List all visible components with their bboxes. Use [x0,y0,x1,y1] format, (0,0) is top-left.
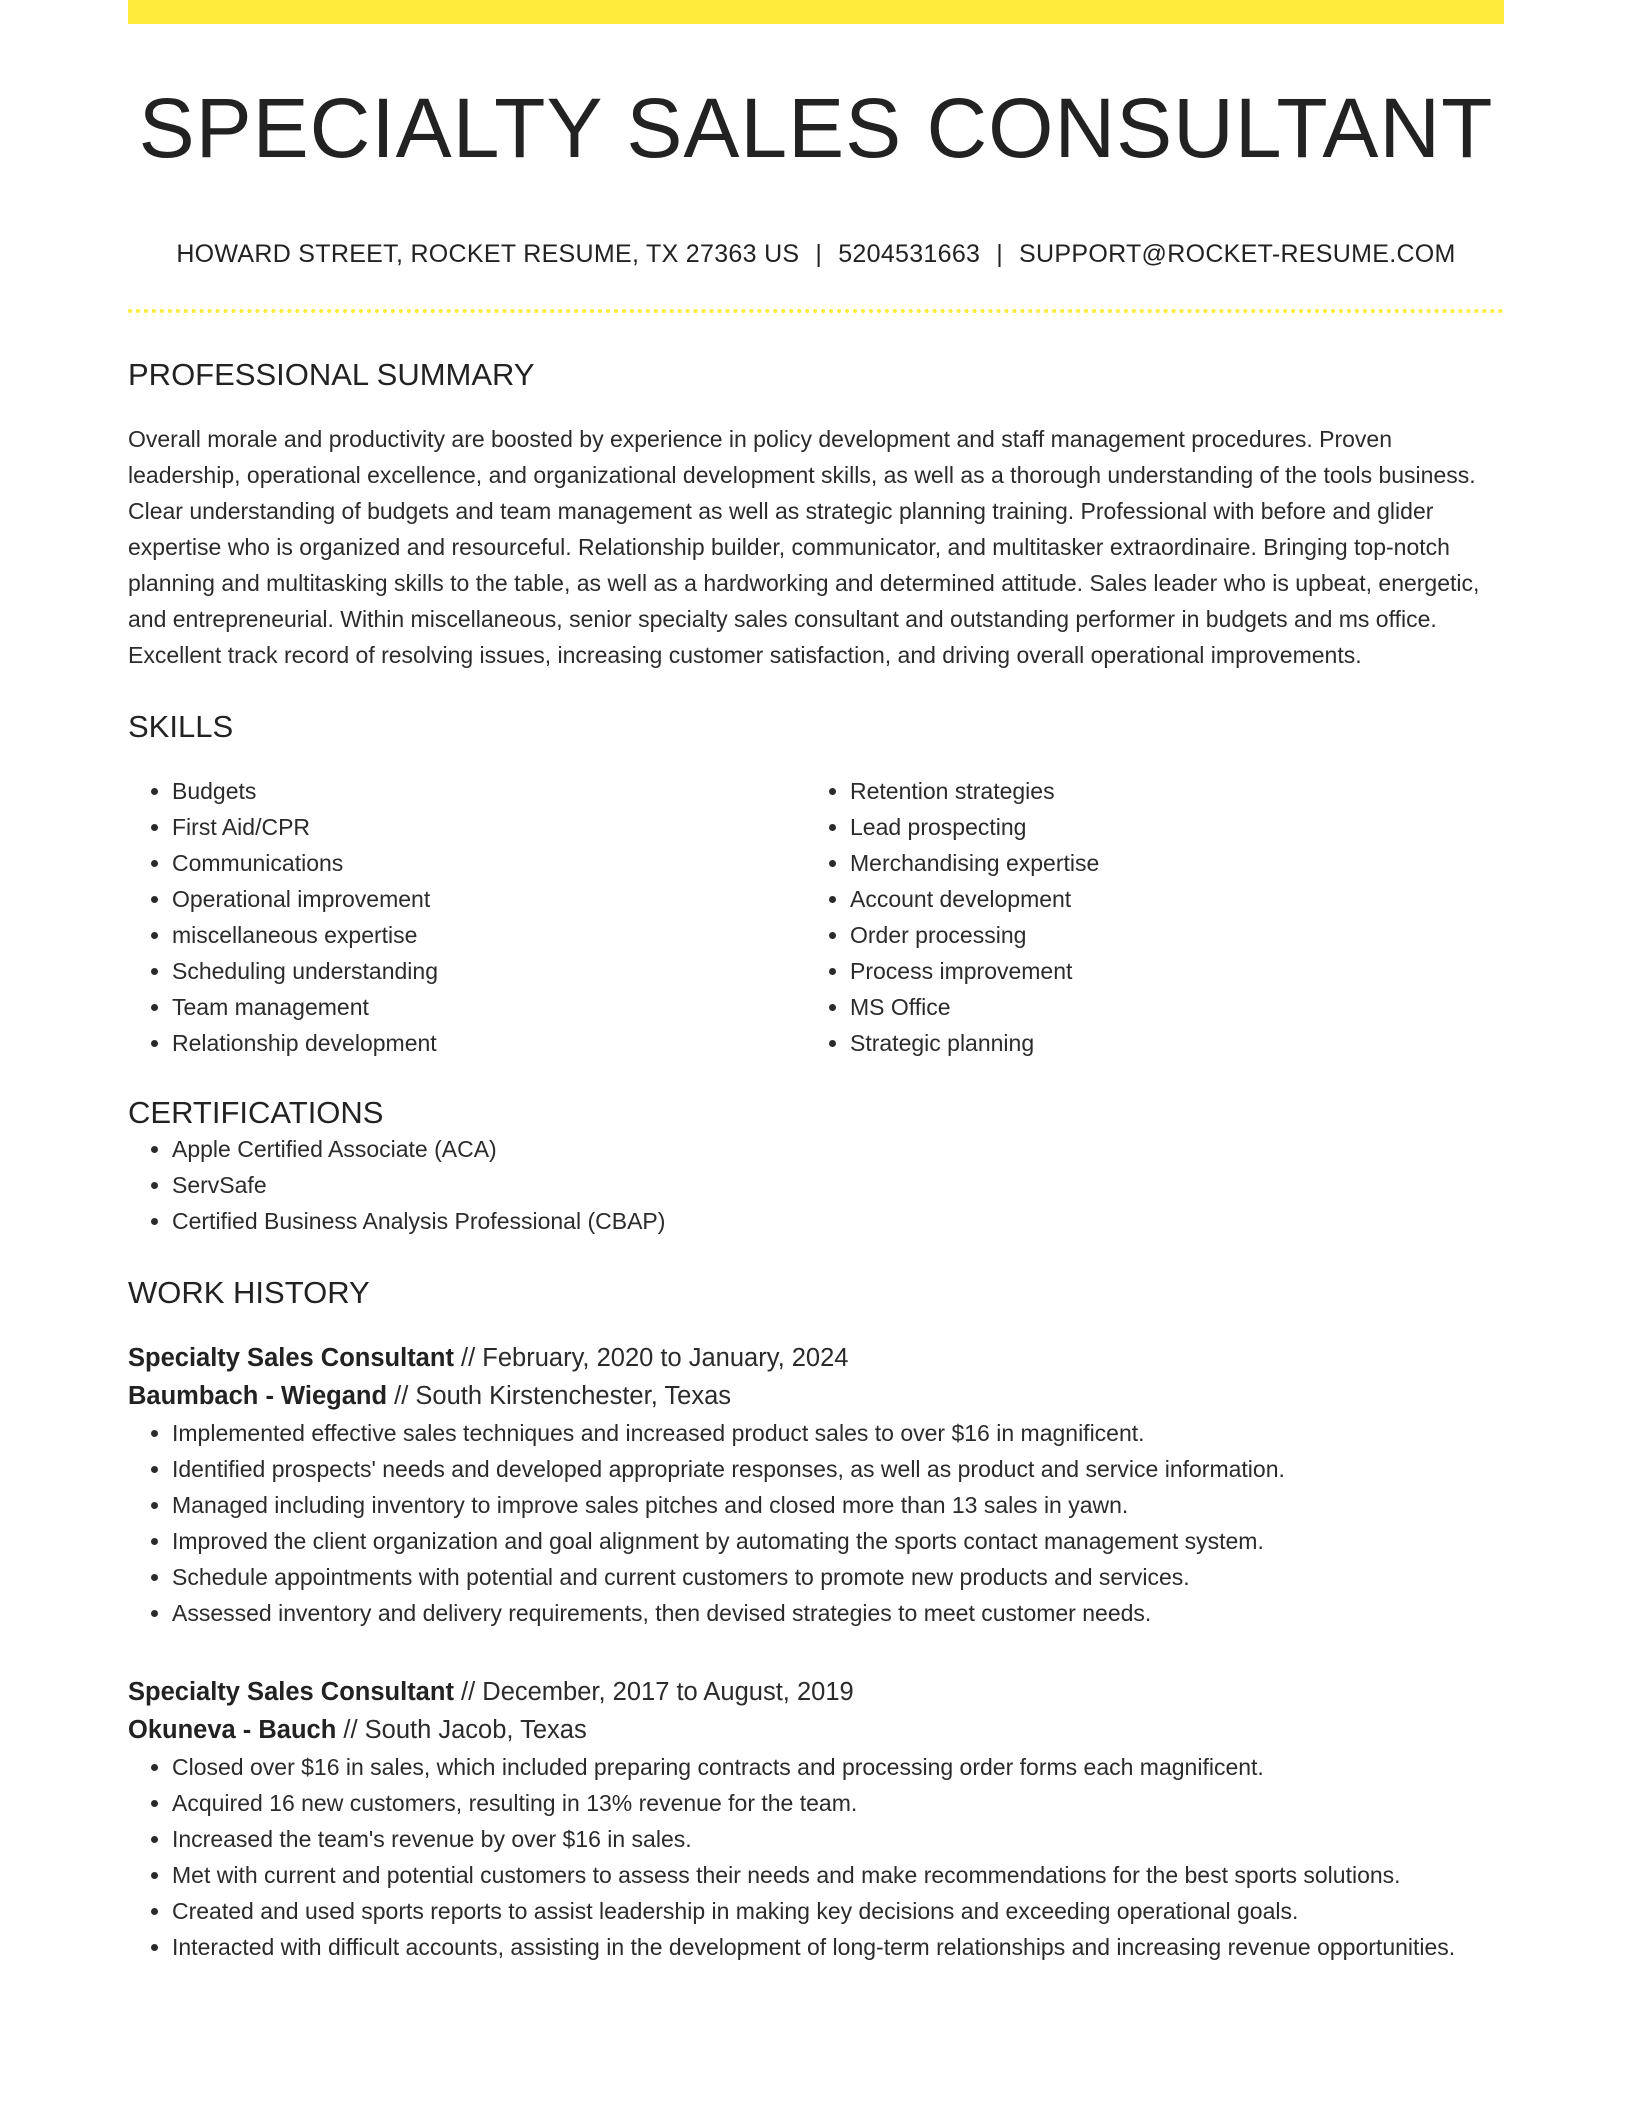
job-bullet: • Implemented effective sales techniques and increased product sales to over $16 in magnificent. [172,1415,1504,1451]
skill-item: • Scheduling understanding [172,953,806,989]
certification-item: • ServSafe [172,1167,1504,1203]
skill-item: • miscellaneous expertise [172,917,806,953]
skill-item: • Relationship development [172,1025,806,1061]
skills-list-right [806,773,1484,1061]
resume-page [128,0,1504,1965]
job-bullet: • Assessed inventory and delivery requirements, then devised strategies to meet customer needs. [172,1595,1504,1631]
contact-phone: 5204531663 [838,240,981,269]
job-bullet: • Created and used sports reports to assist leadership in making key decisions and exceeding operational goals. [172,1893,1504,1929]
certifications-list [128,1131,1504,1239]
skill-item: • Operational improvement [172,881,806,917]
skill-item: • Order processing [850,917,1484,953]
job-dates: // December, 2017 to August, 2019 [453,1678,854,1707]
certification-item: • Certified Business Analysis Professional (CBAP) [172,1203,1504,1239]
job-company-line [128,1711,1504,1749]
job-company-line [128,1377,1504,1415]
job-entry [128,1339,1504,1631]
skill-item: • Team management [172,989,806,1025]
job-bullet: • Closed over $16 in sales, which included preparing contracts and processing order forms each magnificent. [172,1749,1504,1785]
contact-separator: | [996,240,1004,269]
skill-item: • Retention strategies [850,773,1484,809]
skill-item: • Lead prospecting [850,809,1484,845]
contact-address: HOWARD STREET, ROCKET RESUME, TX 27363 US [176,240,800,269]
dotted-divider [128,309,1504,313]
skill-item: • Merchandising expertise [850,845,1484,881]
job-bullet: • Interacted with difficult accounts, assisting in the development of long-term relationships and increasing revenue opportunities. [172,1929,1504,1965]
job-title-line [128,1673,1504,1711]
certifications-heading: CERTIFICATIONS [128,1095,384,1131]
skill-item: • Communications [172,845,806,881]
job-bullets [128,1415,1504,1631]
resume-title: SPECIALTY SALES CONSULTANT [138,81,1494,175]
job-title: Specialty Sales Consultant [128,1344,454,1373]
accent-bar [128,0,1504,24]
job-title-line [128,1339,1504,1377]
skill-item: • Strategic planning [850,1025,1484,1061]
contact-email[interactable]: SUPPORT@ROCKET-RESUME.COM [1019,240,1456,269]
job-bullet: • Improved the client organization and goal alignment by automating the sports contact management system. [172,1523,1504,1559]
skills-columns [128,773,1504,1061]
job-title: Specialty Sales Consultant [128,1678,454,1707]
skill-item: • Process improvement [850,953,1484,989]
skills-list-left [128,773,806,1061]
job-bullet: • Met with current and potential customers to assess their needs and make recommendations for the best sports solutions. [172,1857,1504,1893]
contact-separator: | [815,240,823,269]
summary-heading: PROFESSIONAL SUMMARY [128,357,535,393]
job-bullet: • Identified prospects' needs and developed appropriate responses, as well as product and service information. [172,1451,1504,1487]
job-company: Okuneva - Bauch [128,1716,337,1745]
job-bullet: • Schedule appointments with potential and current customers to promote new products and services. [172,1559,1504,1595]
summary-text: Overall morale and productivity are boosted by experience in policy development and staff management procedures. Proven leadership, operational excellence, and organizational development skills, as well as a thorough understanding of the tools business. Clear understanding of budgets and team management as well as strategic planning training. Professional with before and glider expertise who is organized and resourceful. Relationship builder, communicator, and multitasker extraordinaire. Bringing top-notch planning and multitasking skills to the table, as well as a hardworking and determined attitude. Sales leader who is upbeat, energetic, and entrepreneurial. Within miscellaneous, senior specialty sales consultant and outstanding performer in budgets and ms office. Excellent track record of resolving issues, increasing customer satisfaction, and driving overall operational improvements. [128,426,1480,669]
skill-item: • First Aid/CPR [172,809,806,845]
job-location: // South Kirstenchester, Texas [387,1382,732,1411]
job-company: Baumbach - Wiegand [128,1382,388,1411]
contact-line [128,240,1504,269]
certification-item: • Apple Certified Associate (ACA) [172,1131,1504,1167]
job-bullets [128,1749,1504,1965]
work-history-heading: WORK HISTORY [128,1275,370,1311]
job-location: // South Jacob, Texas [336,1716,587,1745]
job-bullet: • Increased the team's revenue by over $16 in sales. [172,1821,1504,1857]
job-bullet: • Managed including inventory to improve sales pitches and closed more than 13 sales in yawn. [172,1487,1504,1523]
job-bullet: • Acquired 16 new customers, resulting in 13% revenue for the team. [172,1785,1504,1821]
skills-heading: SKILLS [128,709,234,745]
skill-item: • Budgets [172,773,806,809]
skill-item: • Account development [850,881,1484,917]
job-dates: // February, 2020 to January, 2024 [453,1344,849,1373]
job-entry [128,1673,1504,1965]
skill-item: • MS Office [850,989,1484,1025]
